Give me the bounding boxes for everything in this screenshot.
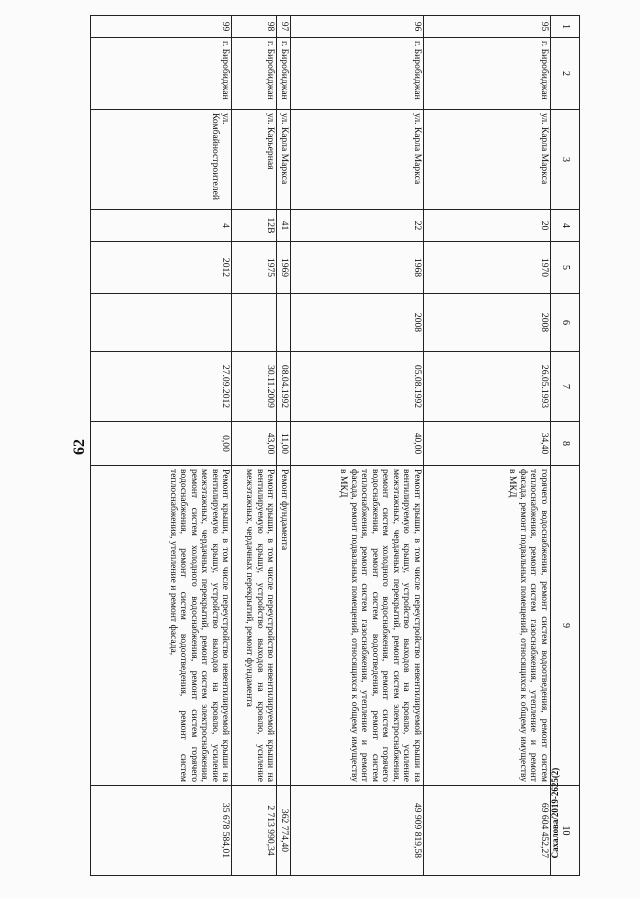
date-cell: 30.11.2009 xyxy=(232,352,277,422)
street-cell: ул. Комбайностроителей xyxy=(91,110,233,210)
date-cell: 08.04.1992 xyxy=(277,352,291,422)
column-number-row xyxy=(551,16,580,876)
wear-cell: 40,00 xyxy=(291,422,424,466)
table-wrapper xyxy=(90,15,580,875)
date-cell: 05.08.1992 xyxy=(291,352,424,422)
table-row xyxy=(291,16,424,876)
page-number: 62 xyxy=(71,439,88,455)
works-cell: горячего водоснабжения, ремонт систем водоотведения, ремонт систем теплоснабжения, ремонт систем газоснабжения, утепление и ремонт фасада, ремонт подвальных помещений, относящихся к общему имуществу в МКД xyxy=(424,466,551,786)
house-cell: 20 xyxy=(424,210,551,242)
year-cell: 1975 xyxy=(232,242,277,294)
row-number: 99 xyxy=(91,16,233,38)
street-cell: ул. Карьерная xyxy=(232,110,277,210)
cost-cell: 69 604 452,27 xyxy=(424,786,551,876)
house-cell: 41 xyxy=(277,210,291,242)
works-cell: Ремонт крыши, в том числе переустройство невентилируемой крыши на вентилируемую крышу, устройство выходов на кровлю, усиление межэтажных, чердачных перекрытий, ремонт систем электроснабжения, ремонт систем холодного водоснабжения, ремонт систем горячего водоснабжения, ремонт систем водоотведения, ремонт систем теплоснабжения, ремонт систем газоснабжения, утепление и ремонт фасада, ремонт подвальных помещений, относящихся к общему имуществу в МКД xyxy=(291,466,424,786)
row-number: 97 xyxy=(277,16,291,38)
works-cell: Ремонт крыши, в том числе переустройство невентилируемой крыши на вентилируемую крышу, устройство выходов на кровлю, усиление межэтажных, чердачных перекрытий, ремонт систем электроснабжения, ремонт систем холодного водоснабжения, ремонт систем горячего водоснабжения, ремонт систем водоотведения, ремонт систем теплоснабжения, утепление и ремонт фасада, xyxy=(91,466,233,786)
house-cell: 12В xyxy=(232,210,277,242)
table-row xyxy=(91,16,233,876)
column-6-cell xyxy=(232,294,277,352)
column-6-cell xyxy=(277,294,291,352)
column-6-cell: 2008 xyxy=(291,294,424,352)
document-stamp: Сахалова/2019-2625(2) xyxy=(550,767,560,859)
table-row xyxy=(277,16,291,876)
column-header: 7 xyxy=(551,352,580,422)
city-cell: г. Биробиджан xyxy=(277,38,291,110)
column-6-cell xyxy=(91,294,233,352)
city-cell: г. Биробиджан xyxy=(91,38,233,110)
table-row xyxy=(232,16,277,876)
column-header: 5 xyxy=(551,242,580,294)
city-cell: г. Биробиджан xyxy=(291,38,424,110)
wear-cell: 0,00 xyxy=(91,422,233,466)
works-cell: Ремонт крыши, в том числе переустройство невентилируемой крыши на вентилируемую крышу, устройство выходов на кровлю, усиление межэтажных, чердачных перекрытий, ремонт фундамента xyxy=(232,466,277,786)
cost-cell: 35 678 584,01 xyxy=(91,786,233,876)
cost-cell: 2 713 990,34 xyxy=(232,786,277,876)
works-cell: Ремонт фундамента xyxy=(277,466,291,786)
column-header: 10 xyxy=(551,786,580,876)
column-header: 3 xyxy=(551,110,580,210)
row-number: 98 xyxy=(232,16,277,38)
capital-repair-table xyxy=(90,15,580,876)
date-cell: 27.09.2012 xyxy=(91,352,233,422)
column-header: 9 xyxy=(551,466,580,786)
row-number: 96 xyxy=(291,16,424,38)
city-cell: г. Биробиджан xyxy=(232,38,277,110)
wear-cell: 11,00 xyxy=(277,422,291,466)
street-cell: ул. Карла Маркса xyxy=(291,110,424,210)
wear-cell: 34,40 xyxy=(424,422,551,466)
city-cell: г. Биробиджан xyxy=(424,38,551,110)
cost-cell: 49 909 819,58 xyxy=(291,786,424,876)
year-cell: 2012 xyxy=(91,242,233,294)
wear-cell: 43,00 xyxy=(232,422,277,466)
house-cell: 22 xyxy=(291,210,424,242)
street-cell: ул. Карла Маркса xyxy=(424,110,551,210)
row-number: 95 xyxy=(424,16,551,38)
column-6-cell: 2008 xyxy=(424,294,551,352)
column-header: 4 xyxy=(551,210,580,242)
column-header: 1 xyxy=(551,16,580,38)
street-cell: ул. Карла Маркса xyxy=(277,110,291,210)
table-row xyxy=(424,16,551,876)
cost-cell: 362 774,40 xyxy=(277,786,291,876)
column-header: 6 xyxy=(551,294,580,352)
year-cell: 1969 xyxy=(277,242,291,294)
column-header: 2 xyxy=(551,38,580,110)
column-header: 8 xyxy=(551,422,580,466)
date-cell: 26.05.1993 xyxy=(424,352,551,422)
house-cell: 4 xyxy=(91,210,233,242)
year-cell: 1968 xyxy=(291,242,424,294)
year-cell: 1970 xyxy=(424,242,551,294)
